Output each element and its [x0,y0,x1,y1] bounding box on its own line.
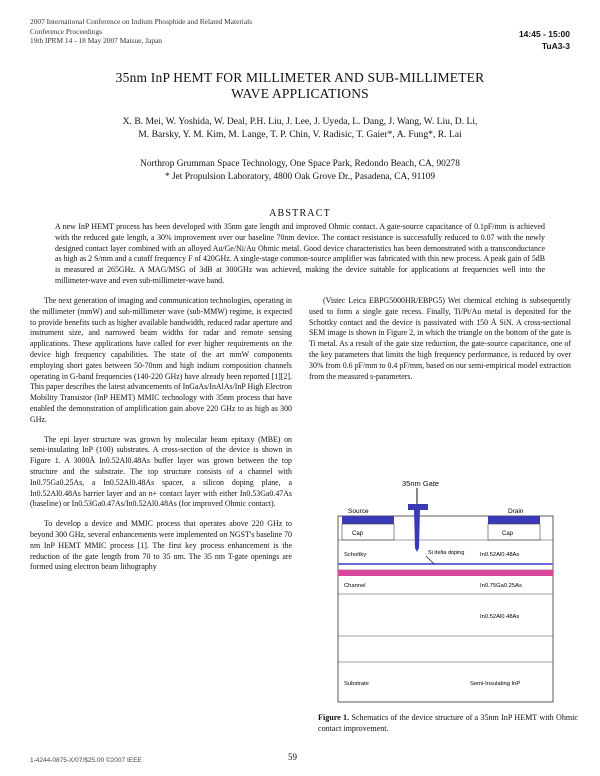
affiliations [60,158,540,184]
body-paragraph: The epi layer structure was grown by molecular beam epitaxy (MBE) on semi-insulating InP (100) substrates. A cross-section of the device is shown in Figure 1. A 3000Å In0.52Al0.48As buffer layer was grown between the top structure and the substrate. The top structure consists of a channel with In0.75Ga0.25As, a In0.52Al0.48As spacer, a silicon doping plane, a In0.52Al0.48As barrier layer and an n+ contact layer with either In0.53Ga0.47As (baseline) or In0.53Ga0.47As/In0.52Al0.48As (for improved Ohmic contact). [30,434,292,509]
session-time: 14:45 - 15:00 [518,29,570,39]
authors-line-2: M. Barsky, Y. M. Kim, M. Lange, T. P. Chin, V. Radisic, T. Gaier*, A. Fung*, R. Lai [138,129,462,140]
drain-label: Drain [508,508,524,515]
figure-caption-label: Figure 1. [318,713,350,722]
schottky-right-label: In0.52Al0.48As [480,552,520,558]
author-list [60,115,540,141]
structure-outline [338,516,553,702]
conference-info [30,17,360,46]
page-number: 59 [288,752,297,762]
cap-left-layer [342,524,394,540]
figure-caption [318,713,578,735]
body-right-column [309,296,571,391]
abstract-text: A new InP HEMT process has been developed with 35nm gate length and improved Ohmic contact. A gate-source capacitance of 0.1pF/mm is achieved with the reduced gate length, a 30% improvement over our baseline 70nm device. The contact resistance is successfully reduced to 0.07 with the newly designed contact layer combined with an alloyed Au/Ge/Ni/Au Ohmic metal. Good device characteristics has been demonstrated with a transconductance as high as 2 S/mm and a cutoff frequency F of 420GHz. A single-stage common-source amplifier was fabricated with this new process. A peak gain of 5dB is measured at 265GHz. A MAG/MSG of 3dB at 300GHz was achieved, making the device suitable for applications at frequencies well into the millimeter-wave and even sub-millimeter-wave band. [55,222,545,285]
paper-title [60,70,540,102]
body-paragraph: (Vistec Leica EBPG5000HR/EBPG5) Wet chemical etching is subsequently used to form a single gate recess. Finally, Ti/Pt/Au metal is deposited for the Schottky contact and the device is passivated with 150 Å SiN. A cross-sectional SEM image is shown in Figure 2, in which the triangle on the bottom of the gate is Ti metal. As a result of the gate size reduction, the gate-source capacitance, one of the key parameters that limits the high frequency performance, is reduced by over 30% from 0.6 pF/mm to 0.4 pF/mm, based on our semi-empirical model extraction from the measured s-parameters. [309,296,571,381]
footer-copyright: 1-4244-0875-X/07/$25.00 ©2007 IEEE [30,757,142,764]
cap-right-layer [488,524,540,540]
body-paragraph: To develop a device and MMIC process that operates above 220 GHz to beyond 300 GHz, several enhancements were implemented on NGST's baseline 70 nm InP HEMT MMIC process [1]. The first key process enhancement is the reduction of the gate length from 70 to 35 nm. The 35 nm T-gate openings are formed using electron beam lithography [30,519,292,572]
figure-caption-text: Schematics of the device structure of a 35nm InP HEMT with Ohmic contact improvement. [318,713,578,733]
conference-line-1: 2007 International Conference on Indium Phosphide and Related Materials [30,17,253,26]
cap-right-label: Cap [502,531,514,537]
affiliation-line-2: * Jet Propulsion Laboratory, 4800 Oak Grove Dr., Pasadena, CA, 91109 [164,172,436,182]
schottky-left-label: Schottky [344,552,367,558]
substrate-left-label: Substrate [344,681,369,687]
cap-left-label: Cap [352,531,364,537]
substrate-right-label: Semi-Insulating InP [470,681,521,687]
device-cross-section-figure [330,486,570,708]
source-label: Source [348,508,369,515]
affiliation-line-1: Northrop Grumman Space Technology, One Space Park, Redondo Beach, CA, 90278 [140,159,460,169]
body-left-column [30,296,292,582]
channel-right-label: In0.75Ga0.25As [480,583,522,589]
body-paragraph: The next generation of imaging and communication technologies, operating in the millimeter (mmW) and sub-millimeter wave (sub-MMW) regime, is expected to provide benefits such as higher available bandwidth, reduced radar aperture and instrument size, and narrowed beam widths for radar and remote sensing applications. These applications have called for ever higher requirements on the device high frequency capabilities. The state of the art mmW components employing short gates between 50-70nm and high indium composition channels operating in G-band frequencies (140-220 GHz) have already been reported [1][2]. This paper describes the latest advancements of InGaAs/InAlAs/InP High Electron Mobility Transistor (InP HEMT) MMIC technology with 35nm process that have enabled the demonstration of amplification gain above 220 GHz to as high as 300 GHz. [30,296,292,424]
figure-gate-label: 35nm Gate [402,479,440,488]
abstract-heading: ABSTRACT [269,208,331,219]
channel-left-label: Channel [344,583,366,589]
channel-band [338,570,553,576]
authors-line-1: X. B. Mei, W. Yoshida, W. Deal, P.H. Liu, J. Lee, J. Uyeda, L. Dang, J. Wang, W. Liu, D. Li, [122,116,478,127]
conference-line-3: 19th IPRM 14 - 18 May 2007 Matsue, Japan [30,36,162,46]
session-code: TuA3-3 [541,41,570,51]
session-info [519,28,570,52]
drain-contact [488,516,540,524]
source-contact [342,516,394,524]
title-line-1: 35nm InP HEMT FOR MILLIMETER AND SUB-MILLIMETER [115,70,485,85]
si-doping-label: Si delta doping [428,550,465,556]
buffer-right-label: In0.52Al0.48As [480,614,520,620]
title-line-2: WAVE APPLICATIONS [231,86,369,101]
conference-line-2: Conference Proceedings [30,26,103,36]
